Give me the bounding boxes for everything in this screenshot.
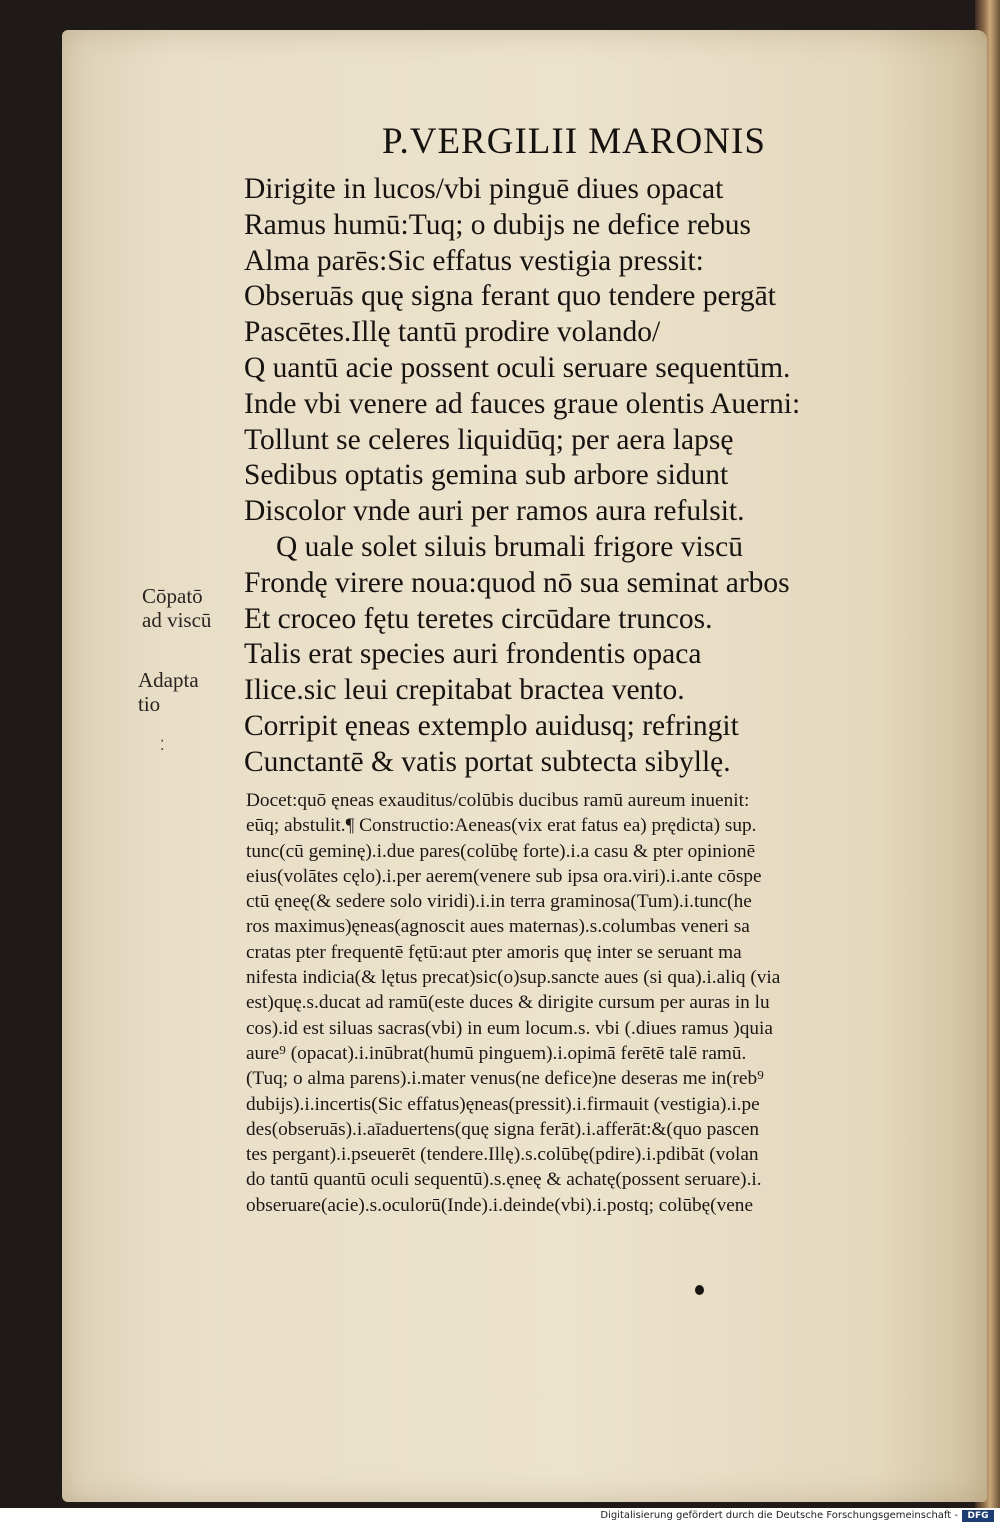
verse-line: Alma parēs:Sic effatus vestigia pressit: [244,244,704,277]
verse-line: Q uantū acie possent oculi seruare sequentūm. [244,351,791,384]
commentary-line: obseruare(acie).s.oculorū(Inde).i.deinde(vbi).i.postq; colūbę(vene [246,1194,753,1216]
verse-line: Frondę virere noua:quod nō sua seminat arbos [244,566,790,599]
marginal-note-comparatio [142,584,242,632]
verse-line: Discolor vnde auri per ramos aura refulsit. [244,495,745,528]
commentary-block [246,788,936,1218]
marginal-note-adaptatio [138,668,238,716]
verse-block [244,172,944,781]
commentary-line: (Tuq; o alma parens).i.mater venus(ne defice)ne deseras me in(reb⁹ [246,1068,764,1090]
digitization-footer [0,1508,1000,1524]
commentary-line: eius(volātes cęlo).i.per aerem(venere sub ipsa ora.viri).i.ante cōspe [246,865,762,887]
marginal-note-line: Adapta [138,668,199,692]
verse-line: Ramus humū:Tuq; o dubijs ne defice rebus [244,208,751,241]
commentary-line: cos).id est siluas sacras(vbi) in eum locum.s. vbi (.diues ramus )quia [246,1017,773,1039]
verse-line: Sedibus optatis gemina sub arbore sidunt [244,459,729,492]
commentary-line: nifesta indicia(& lętus precat)sic(o)sup.sancte aues (si qua).i.aliq (via [246,967,781,989]
commentary-line: tes pergant).i.pseuerēt (tendere.Illę).s.colūbę(pdire).i.pdibāt (volan [246,1144,759,1166]
funding-credit: Digitalisierung gefördert durch die Deutsche Forschungsgemeinschaft - [600,1510,958,1521]
commentary-line: ctū ęneę(& sedere solo viridi).i.in terra graminosa(Tum).i.tunc(he [246,891,752,913]
running-title: P.VERGILII MARONIS [382,121,766,162]
commentary-line: Docet:quō ęneas exauditus/colūbis ducibus ramū aureum inuenit: [246,790,750,811]
verse-line: Ilice.sic leui crepitabat bractea vento. [244,674,685,707]
verse-line: Talis erat species auri frondentis opaca [244,638,702,671]
commentary-line: ros maximus)ęneas(agnoscit aues maternas).s.columbas veneri sa [246,916,750,938]
verse-line: Pascētes.Illę tantū prodire volando/ [244,316,661,349]
ink-dot [695,1285,704,1295]
commentary-line: des(obseruās).i.aīaduertens(quę signa ferāt).i.afferāt:&(quo pascen [246,1118,760,1140]
commentary-line: eūq; abstulit.¶ Constructio:Aeneas(vix erat fatus ea) prędicta) sup. [246,815,757,837]
verse-line: Dirigite in lucos/vbi pinguē diues opacat [244,173,724,205]
commentary-line: do tantū quantū oculi sequentū).s.ęneę & achatę(possent seruare).i. [246,1169,762,1191]
ink-mark: ⁚ [160,738,165,754]
commentary-line: aure⁹ (opacat).i.inūbrat(humū pinguem).i.opimā ferētē talē ramū. [246,1042,747,1064]
verse-line: Q uale solet siluis brumali frigore viscū [276,530,743,563]
dfg-logo[interactable]: DFG [962,1510,994,1522]
verse-line: Obseruās quę signa ferant quo tendere pergāt [244,280,776,313]
verse-line: Corripit ęneas extemplo auidusq; refringit [244,709,739,742]
marginal-note-line: Cōpatō [142,584,203,608]
marginal-note-line: ad viscū [142,608,212,632]
commentary-line: cratas pter frequentē fętū:aut pter amoris quę inter se seruant ma [246,941,742,963]
marginal-note-line: tio [138,692,161,716]
commentary-line: tunc(cū geminę).i.due pares(colūbę forte).i.a casu & pter opinionē [246,840,756,862]
verse-line: Et croceo fętu teretes circūdare truncos. [244,602,713,635]
commentary-line: est)quę.s.ducat ad ramū(este duces & dirigite cursum per auras in lu [246,992,770,1014]
commentary-line: dubijs).i.incertis(Sic effatus)ęneas(pressit).i.firmauit (vestigia).i.pe [246,1093,760,1115]
verse-line: Tollunt se celeres liquidūq; per aera lapsę [244,423,734,456]
verse-line: Cunctantē & vatis portat subtecta sibyllę. [244,745,731,778]
verse-line: Inde vbi venere ad fauces graue olentis Auerni: [244,387,801,420]
